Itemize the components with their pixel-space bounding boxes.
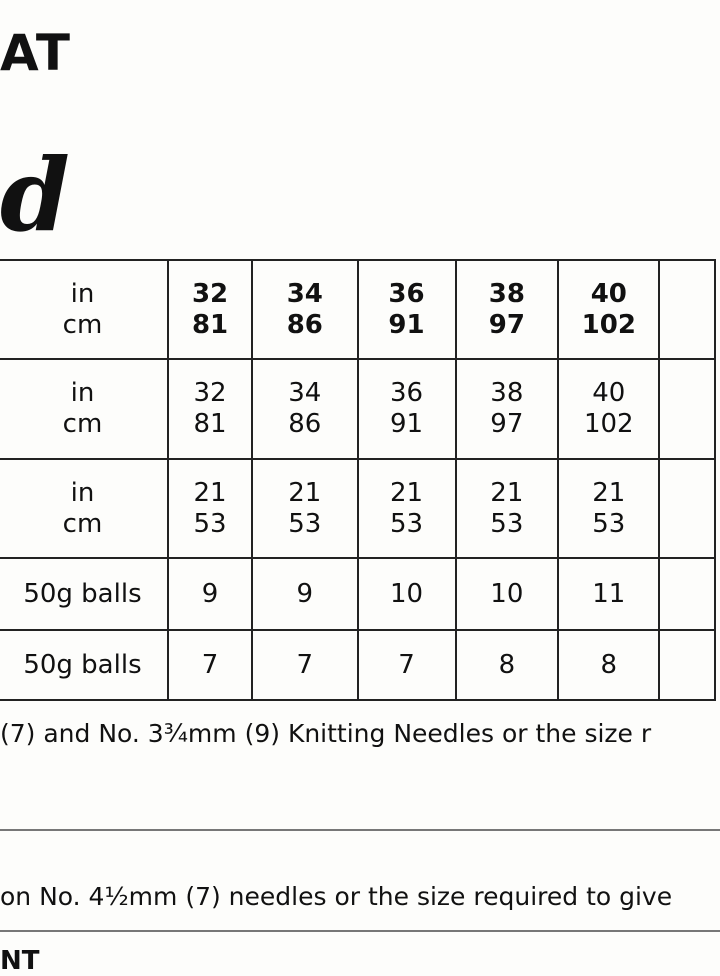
table-cell-cutoff <box>659 459 715 558</box>
table-cell: 36 91 <box>358 260 456 359</box>
table-cell: 38 97 <box>456 260 559 359</box>
table-cell-cutoff <box>659 558 715 630</box>
table-row <box>0 260 715 359</box>
needles-text: (7) and No. 3¾mm (9) Knitting Needles or the size r <box>0 719 652 748</box>
row-label: in cm <box>0 260 168 359</box>
table-row <box>0 630 715 700</box>
table-cell: 7 <box>252 630 357 700</box>
table-cell-cutoff <box>659 260 715 359</box>
table-cell: 34 86 <box>252 260 357 359</box>
table-cell: 34 86 <box>252 359 357 459</box>
table-cell: 21 53 <box>168 459 252 558</box>
table-cell: 21 53 <box>252 459 357 558</box>
table-cell: 36 91 <box>358 359 456 459</box>
tension-text: on No. 4½mm (7) needles or the size required to give <box>0 882 673 911</box>
table-cell: 38 97 <box>456 359 559 459</box>
table-cell: 32 81 <box>168 260 252 359</box>
table-cell: 9 <box>168 558 252 630</box>
table-cell: 21 53 <box>358 459 456 558</box>
table-cell: 32 81 <box>168 359 252 459</box>
row-label: in cm <box>0 359 168 459</box>
table-cell: 11 <box>558 558 659 630</box>
table-cell: 8 <box>456 630 559 700</box>
table-cell: 8 <box>558 630 659 700</box>
section-divider <box>0 829 720 831</box>
size-table <box>0 259 716 701</box>
table-cell: 9 <box>252 558 357 630</box>
table-cell-cutoff <box>659 359 715 459</box>
table-cell: 21 53 <box>456 459 559 558</box>
table-cell: 10 <box>358 558 456 630</box>
table-row <box>0 459 715 558</box>
table-cell: 10 <box>456 558 559 630</box>
pattern-title-fragment: AT <box>0 24 71 82</box>
table-row <box>0 558 715 630</box>
table-cell: 7 <box>168 630 252 700</box>
section-divider <box>0 930 720 932</box>
row-label: 50g balls <box>0 630 168 700</box>
table-cell: 7 <box>358 630 456 700</box>
row-label: in cm <box>0 459 168 558</box>
script-title-fragment: d <box>0 136 70 254</box>
row-label: 50g balls <box>0 558 168 630</box>
table-row <box>0 359 715 459</box>
table-cell: 40 102 <box>558 359 659 459</box>
section-heading-cutoff: NT <box>0 946 40 976</box>
table-cell: 40 102 <box>558 260 659 359</box>
table-cell-cutoff <box>659 630 715 700</box>
table-cell: 21 53 <box>558 459 659 558</box>
